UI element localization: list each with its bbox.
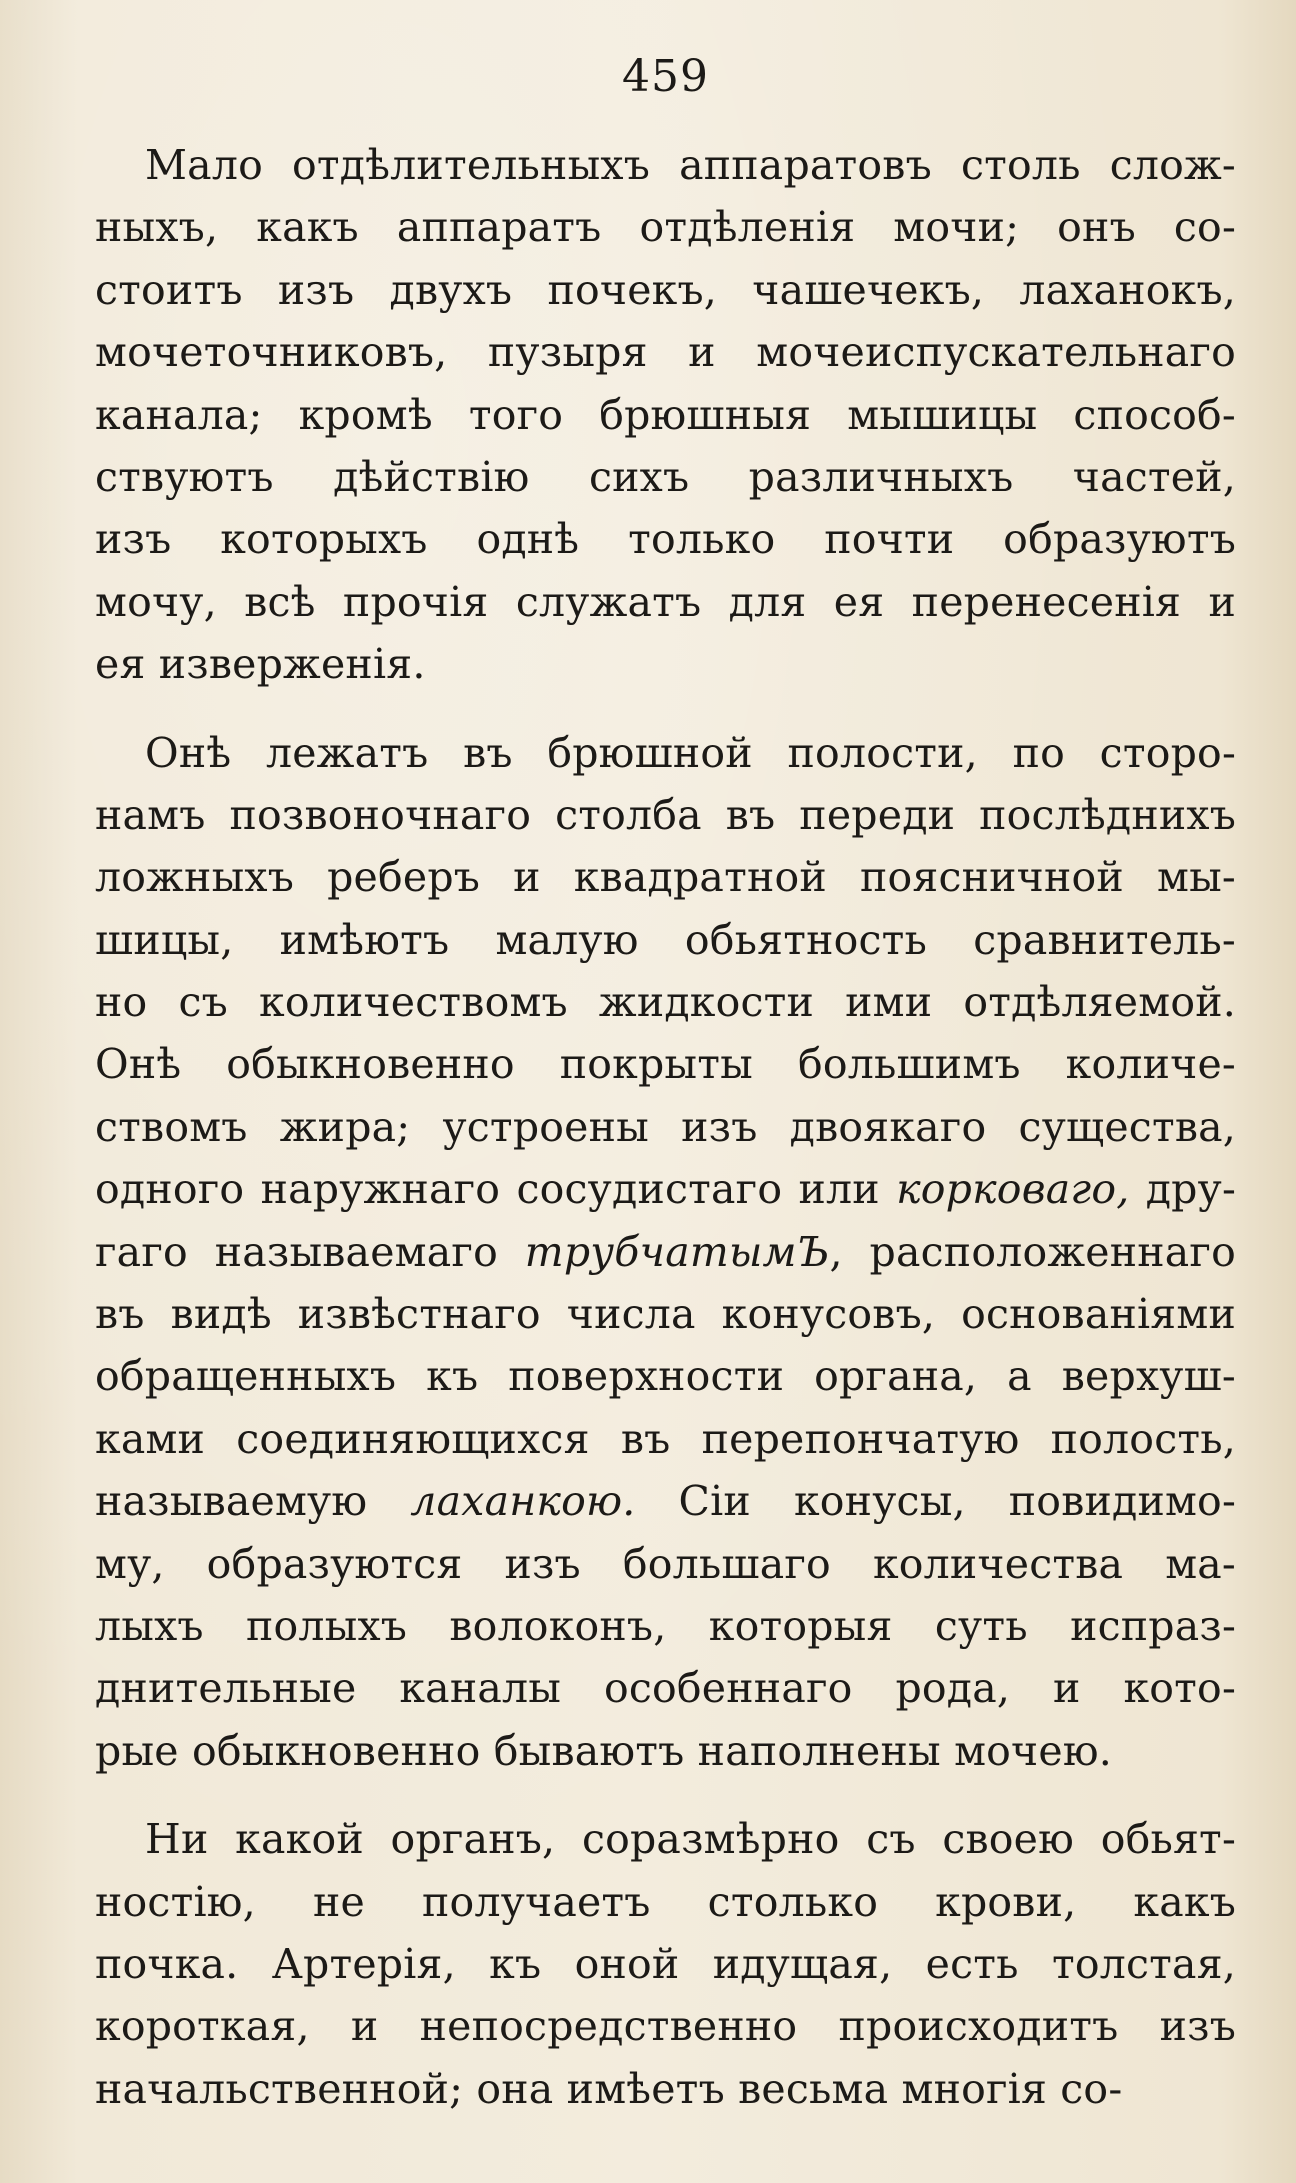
text-line <box>95 196 1236 258</box>
text-line <box>95 1808 1236 1870</box>
text-run: начальственной; она имѣетъ весьма многія со- <box>95 2064 1123 2113</box>
text-line <box>95 846 1236 908</box>
text-run: рые обыкновенно бываютъ наполнены мочею. <box>95 1726 1112 1775</box>
text-line <box>95 909 1236 971</box>
text-line <box>95 1470 1236 1532</box>
text-line <box>95 259 1236 321</box>
text-line <box>95 571 1236 633</box>
text-run: но съ количествомъ жидкости ими отдѣляемой. <box>95 978 1236 1027</box>
text-run: дру- <box>1129 1165 1236 1214</box>
text-run: ея изверженія. <box>95 640 426 689</box>
text-line <box>95 1345 1236 1407</box>
text-run: мочеточниковъ, пузыря и мочеиспускательнаго <box>95 328 1236 377</box>
text-line <box>95 508 1236 570</box>
text-line <box>95 971 1236 1033</box>
text-run: Мало отдѣлительныхъ аппаратовъ столь слож- <box>145 141 1236 189</box>
text-run: мочу, всѣ прочія служатъ для ея перенесенія и <box>95 577 1236 626</box>
text-line <box>95 1033 1236 1095</box>
paragraph-gap <box>95 696 1236 722</box>
text-run: изъ которыхъ однѣ только почти образуютъ <box>95 515 1236 564</box>
text-line <box>95 1720 1236 1782</box>
text-line <box>95 1657 1236 1719</box>
text-run: гаго называемаго <box>95 1227 525 1276</box>
paragraph <box>95 1808 1236 2120</box>
text-run: Сіи конусы, повидимо- <box>635 1477 1236 1526</box>
text-run: почка. Артерія, къ оной идущая, есть толстая, <box>95 1939 1236 1988</box>
paragraph <box>95 134 1236 696</box>
text-line <box>95 1533 1236 1595</box>
text-line <box>95 784 1236 846</box>
italic-term: корковаго, <box>896 1165 1130 1214</box>
italic-term: лаханкою. <box>410 1477 636 1526</box>
text-run: шицы, имѣютъ малую обьятность сравнитель- <box>95 915 1236 964</box>
paragraph <box>95 722 1236 1783</box>
text-run: ствуютъ дѣйствію сихъ различныхъ частей, <box>95 452 1236 501</box>
text-line <box>95 134 1236 196</box>
text-run: му, образуются изъ большаго количества ма- <box>95 1539 1236 1588</box>
text-line <box>95 1933 1236 1995</box>
text-run: называемую <box>95 1477 411 1526</box>
text-line <box>95 321 1236 383</box>
text-line <box>95 722 1236 784</box>
text-run: одного наружнаго сосудистаго или <box>95 1165 897 1214</box>
text-line <box>95 633 1236 695</box>
text-run: стоитъ изъ двухъ почекъ, чашечекъ, лаханокъ, <box>95 265 1236 314</box>
text-run: днительные каналы особеннаго рода, и кото- <box>95 1664 1236 1713</box>
text-run: лыхъ полыхъ волоконъ, которыя суть испраз- <box>95 1601 1236 1650</box>
text-line <box>95 1158 1236 1220</box>
text-line <box>95 1221 1236 1283</box>
text-line <box>95 1995 1236 2057</box>
italic-term: трубчатымЪ <box>524 1227 830 1276</box>
text-run: ложныхъ реберъ и квадратной поясничной мы- <box>95 853 1236 902</box>
text-line <box>95 2058 1236 2120</box>
text-run: въ видѣ извѣстнаго числа конусовъ, основаніями <box>95 1290 1236 1339</box>
text-run: Онѣ лежатъ въ брюшной полости, по сторо- <box>145 728 1236 777</box>
text-line <box>95 1096 1236 1158</box>
text-run: Ни какой органъ, соразмѣрно съ своею обьят- <box>145 1815 1236 1864</box>
text-line <box>95 1408 1236 1470</box>
text-body <box>95 134 1236 2120</box>
text-run: короткая, и непосредственно происходитъ изъ <box>95 2002 1236 2051</box>
text-run: намъ позвоночнаго столба въ переди послѣднихъ <box>95 790 1236 839</box>
text-run: ныхъ, какъ аппаратъ отдѣленія мочи; онъ со- <box>95 203 1236 252</box>
text-run: ностію, не получаетъ столько крови, какъ <box>95 1877 1236 1926</box>
text-run: обращенныхъ къ поверхности органа, а верхуш- <box>95 1352 1236 1401</box>
text-line <box>95 1595 1236 1657</box>
text-line <box>95 446 1236 508</box>
text-line <box>95 1283 1236 1345</box>
text-run: , расположеннаго <box>829 1227 1236 1276</box>
text-run: ками соединяющихся въ перепончатую полость, <box>95 1414 1236 1463</box>
text-line <box>95 1871 1236 1933</box>
page-number: 459 <box>622 51 709 102</box>
text-run: Онѣ обыкновенно покрыты большимъ количе- <box>95 1040 1236 1089</box>
paragraph-gap <box>95 1782 1236 1808</box>
text-line <box>95 384 1236 446</box>
text-run: канала; кромѣ того брюшныя мышицы способ- <box>95 390 1236 439</box>
text-run: ствомъ жира; устроены изъ двоякаго существа, <box>95 1102 1236 1151</box>
